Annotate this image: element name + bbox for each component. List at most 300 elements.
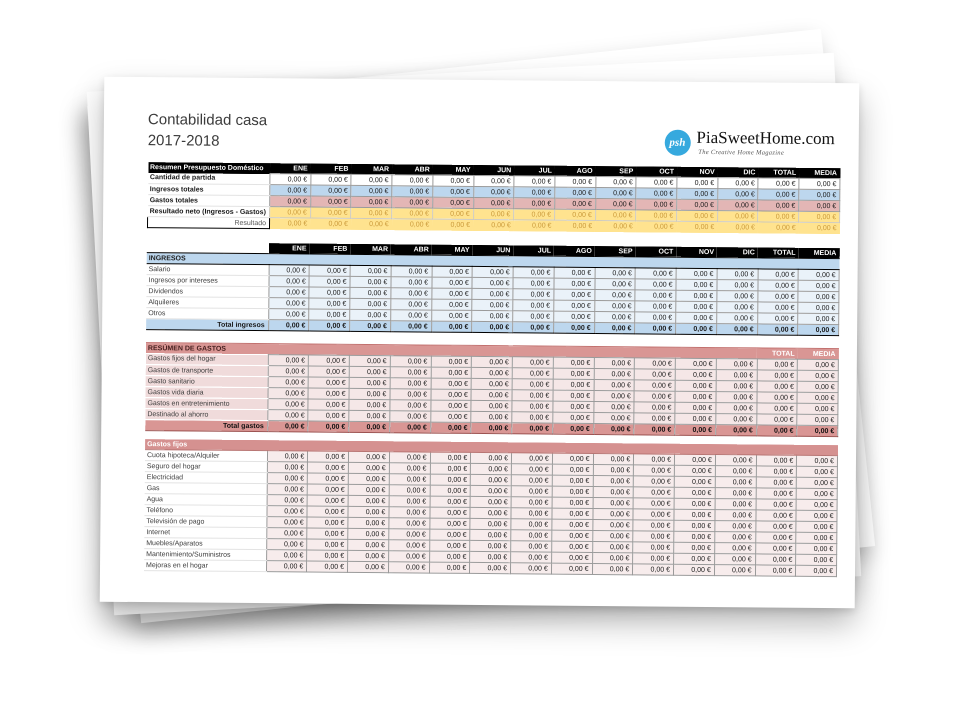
cell-value: 0,00 € (635, 268, 676, 279)
cell-value: 0,00 € (592, 563, 633, 574)
cell-value: 0,00 € (267, 462, 308, 473)
cell-value: 0,00 € (554, 220, 595, 231)
cell-value: 0,00 € (553, 379, 594, 390)
cell-value: 0,00 € (675, 402, 716, 413)
cell-value: 0,00 € (674, 531, 715, 542)
cell-value: 0,00 € (267, 473, 308, 484)
cell-value: 0,00 € (266, 550, 307, 561)
cell-value: 0,00 € (636, 188, 677, 199)
cell-value: 0,00 € (431, 378, 472, 389)
cell-value: 0,00 € (677, 221, 718, 232)
cell-value: 0,00 € (470, 485, 511, 496)
cell-value: 0,00 € (595, 177, 636, 188)
cell-value: 0,00 € (717, 291, 758, 302)
cell-value: 0,00 € (431, 367, 472, 378)
cell-value: 0,00 € (797, 414, 838, 425)
row-label: Ingresos por intereses (146, 275, 268, 287)
cell-value: 0,00 € (675, 358, 716, 369)
cell-value: 0,00 € (755, 543, 796, 554)
cell-value: 0,00 € (717, 200, 758, 211)
cell-value: 0,00 € (674, 465, 715, 476)
cell-value: 0,00 € (510, 563, 551, 574)
cell-value: 0,00 € (756, 477, 797, 488)
cell-value: 0,00 € (716, 381, 757, 392)
cell-value: 0,00 € (633, 487, 674, 498)
cell-value: 0,00 € (796, 477, 837, 488)
cell-value: 0,00 € (429, 562, 470, 573)
cell-value: 0,00 € (348, 473, 389, 484)
cell-value: 0,00 € (636, 210, 677, 221)
logo-name: PiaSweetHome.com (696, 127, 835, 149)
cell-value: 0,00 € (553, 311, 594, 322)
row-label: Electricidad (145, 472, 267, 484)
cell-value: 0,00 € (267, 495, 308, 506)
table-resumen (147, 162, 841, 234)
cell-value: 0,00 € (348, 451, 389, 462)
cell-value: 0,00 € (797, 403, 838, 414)
cell-value: 0,00 € (593, 475, 634, 486)
cell-value: 0,00 € (389, 474, 430, 485)
cell-value: 0,00 € (593, 401, 634, 412)
month-header-cell: MEDIA (799, 168, 840, 179)
cell-value: 0,00 € (266, 561, 307, 572)
cell-value: 0,00 € (349, 388, 390, 399)
cell-value: 0,00 € (270, 185, 311, 196)
cell-value: 0,00 € (431, 299, 472, 310)
cell-value: 0,00 € (390, 310, 431, 321)
cell-value: 0,00 € (267, 410, 308, 421)
cell-value: 0,00 € (307, 550, 348, 561)
cell-value: 0,00 € (307, 484, 348, 495)
cell-value: 0,00 € (633, 498, 674, 509)
cell-value: 0,00 € (798, 302, 839, 313)
cell-value: 0,00 € (554, 267, 595, 278)
row-label: Alquileres (146, 297, 268, 309)
cell-value: 0,00 € (634, 402, 675, 413)
month-header-cell: JUN (473, 165, 514, 176)
month-header-cell: FEB (311, 164, 352, 175)
cell-value: 0,00 € (715, 477, 756, 488)
month-header-cell: ABR (392, 164, 433, 175)
cell-value: 0,00 € (594, 301, 635, 312)
cell-value: 0,00 € (513, 311, 554, 322)
cell-value: 0,00 € (715, 455, 756, 466)
cell-value: 0,00 € (350, 265, 391, 276)
cell-value: 0,00 € (389, 485, 430, 496)
cell-value: 0,00 € (552, 508, 593, 519)
cell-value: 0,00 € (756, 414, 797, 425)
section-label: RESÚMEN DE GASTOS (146, 343, 757, 359)
cell-value: 0,00 € (432, 208, 473, 219)
cell-value: 0,00 € (310, 185, 351, 196)
cell-value: 0,00 € (554, 300, 595, 311)
cell-value: 0,00 € (471, 378, 512, 389)
cell-value: 0,00 € (634, 391, 675, 402)
cell-value: 0,00 € (430, 400, 471, 411)
cell-value: 0,00 € (430, 485, 471, 496)
cell-value: 0,00 € (472, 299, 513, 310)
cell-value: 0,00 € (349, 399, 390, 410)
cell-value: 0,00 € (268, 276, 309, 287)
cell-value: 0,00 € (594, 323, 635, 334)
cell-value: 0,00 € (270, 196, 311, 207)
cell-value: 0,00 € (796, 565, 837, 576)
cell-value: 0,00 € (555, 176, 596, 187)
cell-value: 0,00 € (270, 207, 311, 218)
cell-value: 0,00 € (471, 411, 512, 422)
cell-value: 0,00 € (349, 355, 390, 366)
cell-value: 0,00 € (799, 178, 840, 189)
cell-value: 0,00 € (391, 277, 432, 288)
cell-value: 0,00 € (391, 299, 432, 310)
cell-value: 0,00 € (756, 455, 797, 466)
cell-value: 0,00 € (553, 401, 594, 412)
cell-value: 0,00 € (555, 198, 596, 209)
cell-value: 0,00 € (755, 554, 796, 565)
cell-value: 0,00 € (717, 189, 758, 200)
cell-value: 0,00 € (717, 302, 758, 313)
cell-value: 0,00 € (676, 290, 717, 301)
cell-value: 0,00 € (758, 200, 799, 211)
month-header-cell: JUL (514, 165, 555, 176)
cell-value: 0,00 € (511, 497, 552, 508)
cell-value: 0,00 € (471, 389, 512, 400)
cell-value: 0,00 € (592, 552, 633, 563)
cell-value: 0,00 € (799, 222, 840, 233)
front-sheet (100, 77, 860, 609)
cell-value: 0,00 € (471, 422, 512, 433)
cell-value: 0,00 € (392, 186, 433, 197)
cell-value: 0,00 € (716, 414, 757, 425)
cell-value: 0,00 € (595, 210, 636, 221)
cell-value: 0,00 € (634, 465, 675, 476)
cell-value: 0,00 € (676, 312, 717, 323)
cell-value: 0,00 € (268, 366, 309, 377)
month-header-cell: TOTAL (758, 247, 799, 258)
cell-value: 0,00 € (309, 298, 350, 309)
cell-value: 0,00 € (756, 392, 797, 403)
cell-value: 0,00 € (308, 410, 349, 421)
cell-value: 0,00 € (350, 287, 391, 298)
cell-value: 0,00 € (349, 421, 390, 432)
cell-value: 0,00 € (390, 411, 431, 422)
month-header-cell: MEDIA (798, 248, 839, 259)
cell-value: 0,00 € (350, 320, 391, 331)
cell-value: 0,00 € (554, 289, 595, 300)
month-header-cell: TOTAL (758, 167, 799, 178)
cell-value: 0,00 € (268, 298, 309, 309)
cell-value: 0,00 € (311, 174, 352, 185)
cell-value: 0,00 € (308, 399, 349, 410)
cell-value: 0,00 € (553, 412, 594, 423)
cell-value: 0,00 € (430, 389, 471, 400)
cell-value: 0,00 € (554, 209, 595, 220)
cell-value: 0,00 € (471, 474, 512, 485)
cell-value: 0,00 € (633, 509, 674, 520)
cell-value: 0,00 € (553, 322, 594, 333)
cell-value: 0,00 € (755, 521, 796, 532)
row-label: Cantidad de partida (148, 173, 270, 185)
cell-value: 0,00 € (431, 277, 472, 288)
cell-value: 0,00 € (716, 392, 757, 403)
cell-value: 0,00 € (758, 178, 799, 189)
total-label: Total gastos (145, 420, 267, 432)
cell-value: 0,00 € (350, 298, 391, 309)
cell-value: 0,00 € (674, 509, 715, 520)
cell-value: 0,00 € (717, 222, 758, 233)
cell-value: 0,00 € (594, 368, 635, 379)
cell-value: 0,00 € (636, 199, 677, 210)
cell-value: 0,00 € (351, 174, 392, 185)
cell-value: 0,00 € (267, 484, 308, 495)
cell-value: 0,00 € (392, 208, 433, 219)
cell-value: 0,00 € (470, 518, 511, 529)
cell-value: 0,00 € (674, 487, 715, 498)
cell-value: 0,00 € (634, 369, 675, 380)
month-header-cell: NOV (677, 167, 718, 178)
row-label: Agua (145, 494, 267, 506)
cell-value: 0,00 € (514, 220, 555, 231)
cell-value: 0,00 € (390, 378, 431, 389)
cell-value: 0,00 € (472, 288, 513, 299)
cell-value: 0,00 € (757, 370, 798, 381)
cell-value: 0,00 € (756, 488, 797, 499)
month-header-cell: MAR (351, 164, 392, 175)
row-label: Cuota hipoteca/Alquiler (145, 450, 267, 462)
cell-value: 0,00 € (592, 508, 633, 519)
cell-value: 0,00 € (349, 366, 390, 377)
cell-value: 0,00 € (511, 519, 552, 530)
cell-value: 0,00 € (675, 369, 716, 380)
cell-value: 0,00 € (309, 265, 350, 276)
cell-value: 0,00 € (798, 313, 839, 324)
cell-value: 0,00 € (472, 321, 513, 332)
cell-value: 0,00 € (593, 464, 634, 475)
cell-value: 0,00 € (635, 279, 676, 290)
cell-value: 0,00 € (390, 356, 431, 367)
cell-value: 0,00 € (593, 453, 634, 464)
cell-value: 0,00 € (512, 423, 553, 434)
cell-value: 0,00 € (431, 321, 472, 332)
cell-value: 0,00 € (595, 199, 636, 210)
cell-value: 0,00 € (715, 532, 756, 543)
cell-value: 0,00 € (799, 189, 840, 200)
cell-value: 0,00 € (551, 563, 592, 574)
cell-value: 0,00 € (593, 497, 634, 508)
logo (664, 128, 835, 157)
cell-value: 0,00 € (266, 506, 307, 517)
row-label: Destinado al ahorro (145, 409, 267, 421)
cell-value: 0,00 € (676, 279, 717, 290)
cell-value: 0,00 € (348, 506, 389, 517)
cell-value: 0,00 € (308, 366, 349, 377)
cell-value: 0,00 € (351, 218, 392, 229)
cell-value: 0,00 € (390, 367, 431, 378)
cell-value: 0,00 € (511, 464, 552, 475)
cell-value: 0,00 € (512, 368, 553, 379)
cell-value: 0,00 € (676, 301, 717, 312)
cell-value: 0,00 € (593, 423, 634, 434)
month-header-cell: JUN (473, 245, 514, 256)
cell-value: 0,00 € (797, 425, 838, 436)
cell-value: 0,00 € (512, 357, 553, 368)
cell-value: 0,00 € (757, 313, 798, 324)
cell-value: 0,00 € (470, 540, 511, 551)
cell-value: 0,00 € (388, 551, 429, 562)
cell-value: 0,00 € (429, 551, 470, 562)
logo-tagline: The Creative Home Magazine (698, 148, 785, 157)
cell-value: 0,00 € (798, 269, 839, 280)
cell-value: 0,00 € (796, 521, 837, 532)
cell-value: 0,00 € (268, 320, 309, 331)
cell-value: 0,00 € (349, 410, 390, 421)
cell-value: 0,00 € (269, 265, 310, 276)
cell-value: 0,00 € (675, 380, 716, 391)
cell-value: 0,00 € (798, 359, 839, 370)
cell-value: 0,00 € (758, 269, 799, 280)
cell-value: 0,00 € (391, 266, 432, 277)
month-header-cell: MAY (433, 165, 474, 176)
cell-value: 0,00 € (595, 188, 636, 199)
cell-value: 0,00 € (307, 561, 348, 572)
cell-value: 0,00 € (797, 455, 838, 466)
cell-value: 0,00 € (512, 401, 553, 412)
cell-value: 0,00 € (348, 550, 389, 561)
cell-value: 0,00 € (636, 221, 677, 232)
row-label: Seguro del hogar (145, 461, 267, 473)
row-label: Mejoras en el hogar (144, 560, 266, 572)
cell-value: 0,00 € (389, 507, 430, 518)
cell-value: 0,00 € (431, 288, 472, 299)
cell-value: 0,00 € (268, 355, 309, 366)
cell-value: 0,00 € (798, 324, 839, 335)
cell-value: 0,00 € (511, 508, 552, 519)
cell-value: 0,00 € (430, 452, 471, 463)
cell-value: 0,00 € (392, 197, 433, 208)
cell-value: 0,00 € (388, 562, 429, 573)
cell-value: 0,00 € (677, 210, 718, 221)
cell-value: 0,00 € (594, 379, 635, 390)
cell-value: 0,00 € (430, 474, 471, 485)
cell-value: 0,00 € (758, 211, 799, 222)
row-label: Ingresos totales (148, 184, 270, 196)
cell-value: 0,00 € (796, 532, 837, 543)
cell-value: 0,00 € (552, 530, 593, 541)
cell-value: 0,00 € (714, 565, 755, 576)
cell-value: 0,00 € (552, 423, 593, 434)
cell-value: 0,00 € (310, 218, 351, 229)
cell-value: 0,00 € (756, 499, 797, 510)
cell-value: 0,00 € (351, 196, 392, 207)
cell-value: 0,00 € (270, 174, 311, 185)
cell-value: 0,00 € (756, 403, 797, 414)
cell-value: 0,00 € (511, 530, 552, 541)
cell-value: 0,00 € (431, 310, 472, 321)
cell-value: 0,00 € (757, 280, 798, 291)
cell-value: 0,00 € (755, 510, 796, 521)
cell-value: 0,00 € (350, 276, 391, 287)
cell-value: 0,00 € (390, 389, 431, 400)
cell-value: 0,00 € (433, 175, 474, 186)
cell-value: 0,00 € (308, 451, 349, 462)
cell-value: 0,00 € (350, 309, 391, 320)
cell-value: 0,00 € (473, 208, 514, 219)
cell-value: 0,00 € (513, 278, 554, 289)
cell-value: 0,00 € (392, 219, 433, 230)
cell-value: 0,00 € (390, 400, 431, 411)
cell-value: 0,00 € (796, 499, 837, 510)
cell-value: 0,00 € (757, 291, 798, 302)
cell-value: 0,00 € (675, 424, 716, 435)
cell-value: 0,00 € (797, 466, 838, 477)
cell-value: 0,00 € (594, 357, 635, 368)
cell-value: 0,00 € (755, 532, 796, 543)
row-label: Gastos en entretenimiento (145, 398, 267, 410)
cell-value: 0,00 € (635, 323, 676, 334)
cell-value: 0,00 € (635, 301, 676, 312)
cell-value: 0,00 € (307, 539, 348, 550)
cell-value: 0,00 € (470, 551, 511, 562)
cell-value: 0,00 € (512, 379, 553, 390)
cell-value: 0,00 € (796, 543, 837, 554)
cell-value: 0,00 € (555, 187, 596, 198)
cell-value: 0,00 € (551, 541, 592, 552)
cell-value: 0,00 € (514, 187, 555, 198)
cell-value: 0,00 € (389, 529, 430, 540)
cell-value: 0,00 € (472, 310, 513, 321)
cell-value: 0,00 € (390, 321, 431, 332)
cell-value: 0,00 € (714, 554, 755, 565)
cell-value: 0,00 € (514, 198, 555, 209)
month-header-cell: AGO (555, 166, 596, 177)
cell-value: 0,00 € (797, 392, 838, 403)
cell-value: 0,00 € (432, 266, 473, 277)
cell-value: 0,00 € (389, 452, 430, 463)
cell-value: 0,00 € (552, 475, 593, 486)
cell-value: 0,00 € (757, 381, 798, 392)
cell-value: 0,00 € (673, 564, 714, 575)
budget-document (100, 77, 860, 609)
cell-value: 0,00 € (593, 390, 634, 401)
cell-value: 0,00 € (757, 359, 798, 370)
cell-value: 0,00 € (470, 562, 511, 573)
cell-value: 0,00 € (473, 186, 514, 197)
cell-value: 0,00 € (592, 530, 633, 541)
cell-value: 0,00 € (433, 186, 474, 197)
cell-value: 0,00 € (677, 188, 718, 199)
table-ingresos (146, 242, 840, 336)
cell-value: 0,00 € (513, 322, 554, 333)
cell-value: 0,00 € (796, 554, 837, 565)
cell-value: 0,00 € (716, 359, 757, 370)
cell-value: 0,00 € (351, 207, 392, 218)
cell-value: 0,00 € (471, 452, 512, 463)
cell-value: 0,00 € (268, 287, 309, 298)
cell-value: 0,00 € (716, 370, 757, 381)
cell-value: 0,00 € (347, 561, 388, 572)
cell-value: 0,00 € (675, 413, 716, 424)
cell-value: 0,00 € (309, 309, 350, 320)
month-header-cell: MAR (350, 244, 391, 255)
cell-value: 0,00 € (348, 462, 389, 473)
cell-value: 0,00 € (799, 200, 840, 211)
cell-value: 0,00 € (348, 484, 389, 495)
cell-value: 0,00 € (513, 267, 554, 278)
cell-value: 0,00 € (594, 312, 635, 323)
cell-value: 0,00 € (389, 463, 430, 474)
row-label: Otros (146, 308, 268, 320)
row-label: Mantenimiento/Suministros (144, 549, 266, 561)
